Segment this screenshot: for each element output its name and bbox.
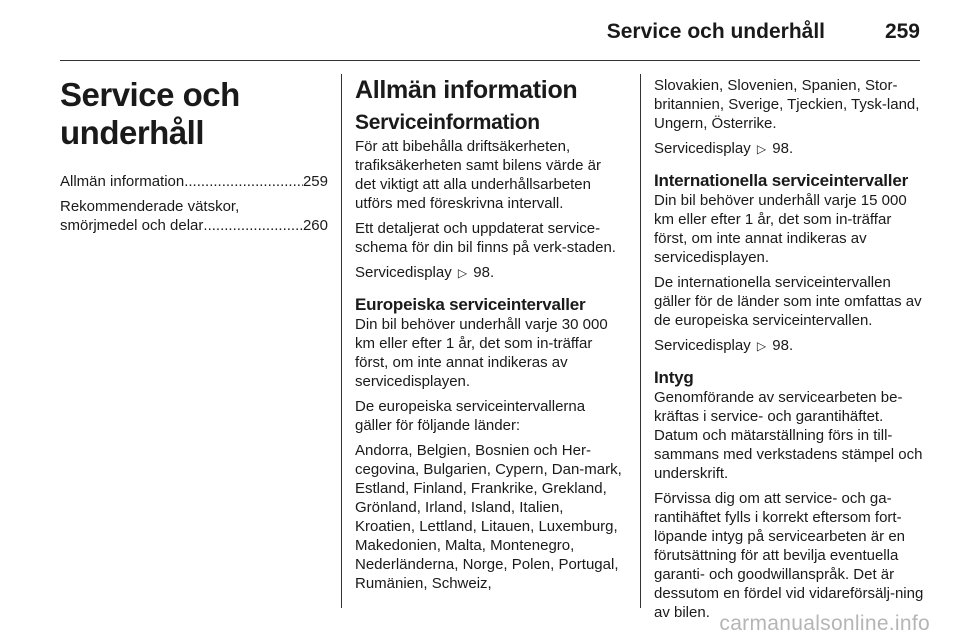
reference-label: Servicedisplay bbox=[355, 264, 452, 281]
content-column-right bbox=[654, 76, 924, 621]
reference-label: Servicedisplay bbox=[654, 337, 751, 354]
paragraph: Din bil behöver underhåll varje 30 000 km eller efter 1 år, det som in-träffar först, om inte annat indikeras av servicedisplayen. bbox=[355, 316, 608, 390]
column-divider bbox=[341, 74, 342, 608]
page-reference-icon: ▷ bbox=[756, 142, 767, 156]
cross-reference[interactable] bbox=[654, 139, 924, 159]
page-number: 259 bbox=[884, 20, 920, 43]
page-header bbox=[60, 20, 920, 61]
paragraph: Ett detaljerat och uppdaterat service-schema för din bil finns på verk-staden. bbox=[355, 220, 616, 256]
section-title: Allmän information bbox=[355, 76, 578, 104]
toc-item-page: 260 bbox=[302, 217, 328, 234]
paragraph: Din bil behöver underhåll varje 15 000 km eller efter 1 år, det som in-träffar först, om inte annat indikeras av servicedisplayen. bbox=[654, 192, 907, 266]
toc-column bbox=[60, 76, 328, 608]
reference-page: 98. bbox=[772, 337, 794, 354]
watermark: carmanualsonline.info bbox=[719, 612, 930, 635]
page-reference-icon: ▷ bbox=[457, 266, 468, 280]
toc-item-label-line1: Rekommenderade vätskor, bbox=[60, 198, 240, 215]
chapter-title: Service och underhåll bbox=[60, 76, 240, 151]
subsection-title: Serviceinformation bbox=[355, 111, 540, 134]
subsection-title: Internationella serviceintervaller bbox=[654, 171, 908, 190]
paragraph: Slovakien, Slovenien, Spanien, Stor-britannien, Sverige, Tjeckien, Tysk-land, Ungern, Österrike. bbox=[654, 77, 920, 132]
reference-label: Servicedisplay bbox=[654, 140, 751, 157]
paragraph: De internationella serviceintervallen gäller för de länder som inte omfattas av de europeiska serviceintervallen. bbox=[654, 274, 922, 329]
paragraph: Genomförande av servicearbeten be-kräftas i service- och garantihäftet. Datum och mätarställning förs in till-sammans med verkstadens stämpel och underskrift. bbox=[654, 389, 923, 482]
column-divider bbox=[640, 74, 641, 608]
subsection-title: Intyg bbox=[654, 368, 694, 387]
toc-item[interactable] bbox=[60, 172, 328, 191]
reference-page: 98. bbox=[772, 140, 794, 157]
toc-item-label: Allmän information bbox=[60, 173, 185, 190]
toc-item-page: 259 bbox=[302, 173, 328, 190]
page-reference-icon: ▷ bbox=[756, 339, 767, 353]
toc-item-label: smörjmedel och delar bbox=[60, 217, 204, 234]
cross-reference[interactable] bbox=[355, 263, 625, 283]
paragraph: Andorra, Belgien, Bosnien och Her-cegovina, Bulgarien, Cypern, Dan-mark, Estland, Finland, Frankrike, Grekland, Grönland, Irland, Island, Italien, Kroatien, Lettland, Litauen, Luxemburg, Makedonien, Malta, Montenegro, Nederländerna, Norge, Polen, Portugal, Rumänien, Schweiz, bbox=[355, 442, 622, 592]
toc-leader bbox=[203, 216, 303, 235]
toc-item[interactable] bbox=[60, 197, 328, 235]
toc-leader bbox=[184, 172, 303, 191]
header-title: Service och underhåll bbox=[606, 20, 825, 43]
cross-reference[interactable] bbox=[654, 336, 924, 356]
content-column-middle bbox=[355, 76, 625, 608]
paragraph: Förvissa dig om att service- och ga-rantihäftet fylls i korrekt eftersom fort-löpande intyg på servicearbeten är en förutsättning för att bevilja eventuella garanti- och goodwillanspråk. Det är dessutom en fördel vid vidareförsälj-ning av bilen. bbox=[654, 490, 924, 621]
reference-page: 98. bbox=[473, 264, 495, 281]
paragraph: De europeiska serviceintervallerna gäller för följande länder: bbox=[355, 398, 586, 434]
subsection-title: Europeiska serviceintervaller bbox=[355, 295, 586, 314]
paragraph: För att bibehålla driftsäkerheten, trafiksäkerheten samt bilens värde är det viktigt att alla underhållsarbeten utförs med föreskrivna intervall. bbox=[355, 138, 601, 212]
